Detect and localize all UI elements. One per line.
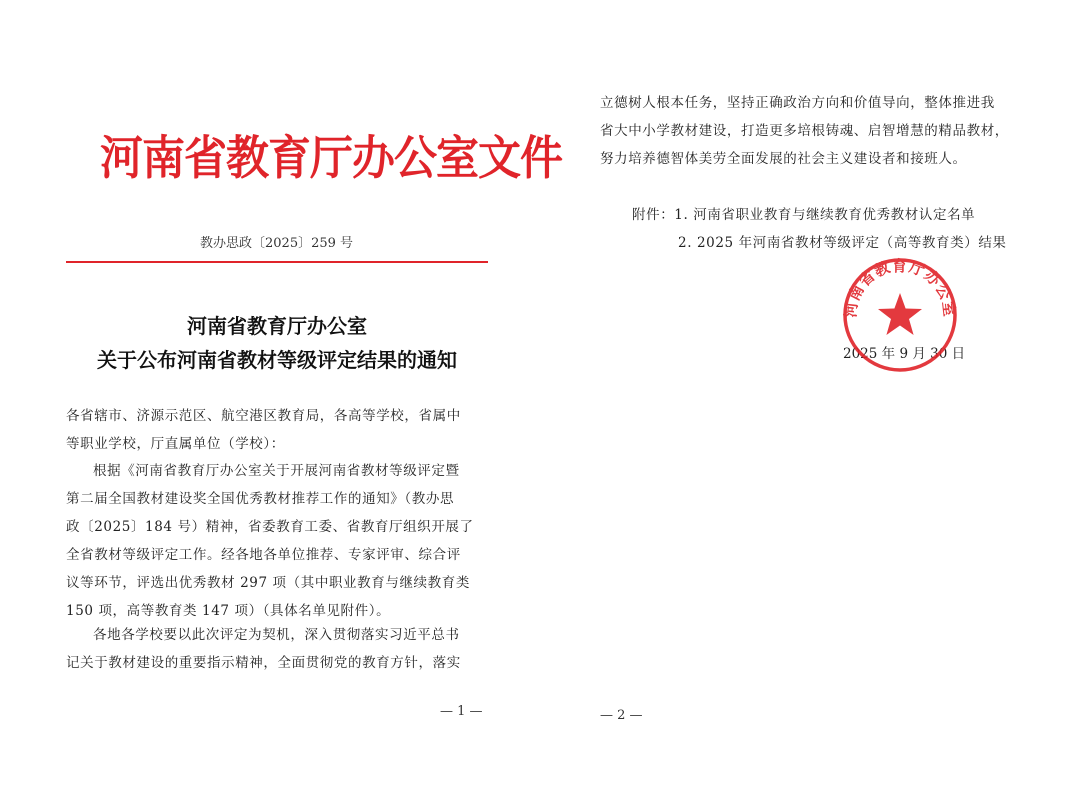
- text-line: 各省辖市、济源示范区、航空港区教育局，各高等学校，省属中: [66, 408, 461, 424]
- red-header-title: 河南省教育厅办公室文件: [100, 132, 562, 186]
- text-line: 150 项，高等教育类 147 项）（具体名单见附件）。: [66, 603, 391, 619]
- text-line: 议等环节，评选出优秀教材 297 项（其中职业教育与继续教育类: [66, 575, 470, 591]
- body-paragraph-1: [66, 457, 492, 625]
- text-line: 立德树人根本任务，坚持正确政治方向和价值导向，整体推进我: [600, 95, 995, 111]
- official-seal-icon: [840, 255, 960, 375]
- notice-title-line-1: 河南省教育厅办公室: [187, 314, 367, 338]
- page-number: — 2 —: [600, 708, 643, 723]
- attachment-item-2: 2. 2025 年河南省教材等级评定（高等教育类）结果: [678, 235, 1007, 251]
- text-line: 第二届全国教材建设奖全国优秀教材推荐工作的通知》（教办思: [66, 491, 455, 507]
- attachment-item-1: 附件：1. 河南省职业教育与继续教育优秀教材认定名单: [632, 207, 976, 223]
- text-line: 等职业学校，厅直属单位（学校）：: [66, 436, 285, 452]
- body-paragraph-3: [600, 89, 1040, 173]
- text-line: 各地各学校要以此次评定为契机，深入贯彻落实习近平总书: [93, 627, 460, 643]
- text-line: 努力培养德智体美劳全面发展的社会主义建设者和接班人。: [600, 151, 967, 167]
- body-paragraph-2: [66, 621, 492, 677]
- text-line: 省大中小学教材建设，打造更多培根铸魂、启智增慧的精品教材，: [600, 123, 1009, 139]
- document-number: 教办思政〔2025〕259 号: [200, 236, 354, 251]
- document-page-2: [540, 0, 1080, 788]
- text-line: 记关于教材建设的重要指示精神，全面贯彻党的教育方针，落实: [66, 655, 461, 671]
- issue-date: 2025 年 9 月 30 日: [843, 346, 966, 362]
- greeting-paragraph: [66, 402, 492, 458]
- page-number: — 1 —: [440, 704, 483, 719]
- text-line: 根据《河南省教育厅办公室关于开展河南省教材等级评定暨: [93, 463, 460, 479]
- seal-text: 河南省教育厅办公室: [841, 256, 959, 319]
- notice-title-line-2: 关于公布河南省教材等级评定结果的通知: [97, 348, 457, 372]
- text-line: 全省教材等级评定工作。经各地各单位推荐、专家评审、综合评: [66, 547, 461, 563]
- red-divider-line: [66, 261, 488, 263]
- text-line: 政〔2025〕184 号）精神，省委教育工委、省教育厅组织开展了: [66, 519, 474, 535]
